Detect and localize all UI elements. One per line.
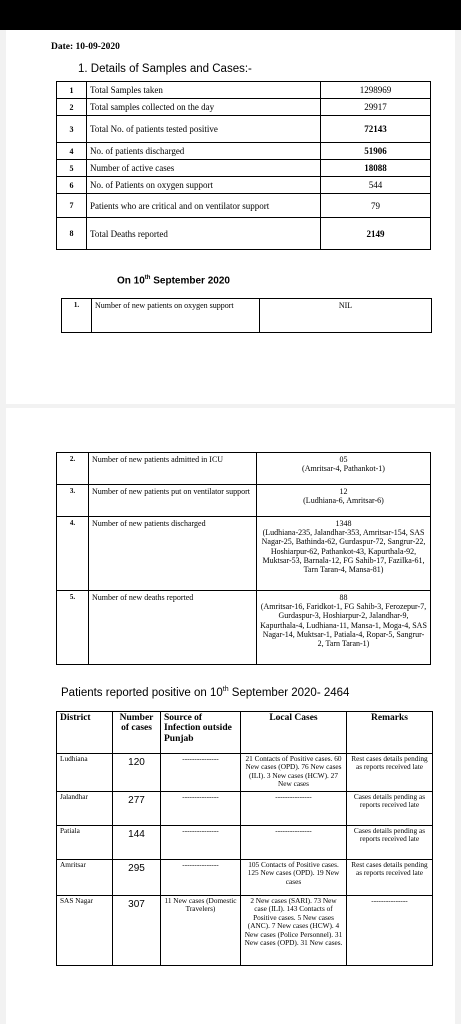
table-row xyxy=(57,896,433,966)
row-label: Total Deaths reported xyxy=(87,218,321,250)
case-count: 144 xyxy=(113,826,161,860)
table-header-row xyxy=(57,712,433,754)
row-number: 6 xyxy=(57,177,87,194)
case-count: 120 xyxy=(113,754,161,792)
document-page-1 xyxy=(6,30,455,404)
section-title-samples: 1. Details of Samples and Cases:- xyxy=(78,63,252,75)
column-header-remarks: Remarks xyxy=(347,712,433,754)
row-value: 72143 xyxy=(321,116,431,143)
row-label: Number of new patients on oxygen support xyxy=(92,299,260,333)
table-row xyxy=(57,99,431,116)
row-number: 2. xyxy=(57,453,89,485)
column-header-district: District xyxy=(57,712,113,754)
row-number: 2 xyxy=(57,99,87,116)
district-cases-table xyxy=(56,711,433,966)
remarks: Rest cases details pending as reports received late xyxy=(347,860,433,896)
row-value: NIL xyxy=(260,299,432,333)
local-cases: 2 New cases (SARI). 73 New case (ILI). 143 Contacts of Positive cases. 5 New cases (ANC). 7 New cases (HCW). 4 New cases (Police Personnel). 31 New cases (OPD). 31 New cases. xyxy=(241,896,347,966)
row-label: Number of new patients admitted in ICU xyxy=(89,453,257,485)
row-label: Number of new patients put on ventilator support xyxy=(89,485,257,517)
row-label: Total No. of patients tested positive xyxy=(87,116,321,143)
row-value: 544 xyxy=(321,177,431,194)
infection-source: --------------- xyxy=(161,826,241,860)
heading-text: September 2020- 2464 xyxy=(228,686,350,699)
infection-source: --------------- xyxy=(161,792,241,826)
table-row xyxy=(57,160,431,177)
heading-superscript: th xyxy=(222,686,229,693)
case-count: 277 xyxy=(113,792,161,826)
district-name: SAS Nagar xyxy=(57,896,113,966)
district-name: Amritsar xyxy=(57,860,113,896)
table-row xyxy=(57,754,433,792)
row-value: 1298969 xyxy=(321,82,431,99)
top-black-bar xyxy=(0,0,461,30)
row-value: 79 xyxy=(321,194,431,218)
document-page-2 xyxy=(6,408,455,1024)
table-row xyxy=(57,453,431,485)
row-number: 4. xyxy=(57,517,89,591)
row-label: Patients who are critical and on ventilator support xyxy=(87,194,321,218)
report-date: Date: 10-09-2020 xyxy=(51,42,120,52)
row-value: 05 (Amritsar-4, Pathankot-1) xyxy=(257,453,431,485)
row-label: Number of new deaths reported xyxy=(89,591,257,665)
remarks: Cases details pending as reports received late xyxy=(347,792,433,826)
row-value: 18088 xyxy=(321,160,431,177)
samples-cases-table xyxy=(56,81,431,250)
row-number: 5 xyxy=(57,160,87,177)
local-cases: --------------- xyxy=(241,792,347,826)
row-number: 1. xyxy=(62,299,92,333)
row-value: 2149 xyxy=(321,218,431,250)
district-name: Jalandhar xyxy=(57,792,113,826)
table-row xyxy=(57,116,431,143)
heading-text: September 2020 xyxy=(150,275,230,287)
heading-text: On 10 xyxy=(117,275,145,287)
table-row xyxy=(57,591,431,665)
on-date-heading xyxy=(117,275,230,286)
row-number: 5. xyxy=(57,591,89,665)
case-count: 307 xyxy=(113,896,161,966)
row-value: 88 (Amritsar-16, Faridkot-1, FG Sahib-3, Ferozepur-7, Gurdaspur-3, Hoshiarpur-2, Jalandhar-9, Kapurthala-4, Ludhiana-11, Mansa-1, Moga-4, SAS Nagar-14, Muktsar-1, Patiala-4, Ropar-5, Sangrur-2, Tarn Taran-1) xyxy=(257,591,431,665)
remarks: Rest cases details pending as reports received late xyxy=(347,754,433,792)
remarks: Cases details pending as reports received late xyxy=(347,826,433,860)
heading-text: Patients reported positive on 10 xyxy=(61,686,223,699)
daily-update-table-part1 xyxy=(61,298,432,333)
local-cases: 105 Contacts of Positive cases. 125 New cases (OPD). 19 New cases xyxy=(241,860,347,896)
table-row xyxy=(57,177,431,194)
case-count: 295 xyxy=(113,860,161,896)
row-label: No. of Patients on oxygen support xyxy=(87,177,321,194)
table-row xyxy=(57,82,431,99)
column-header-source: Source of Infection outside Punjab xyxy=(161,712,241,754)
row-label: Number of active cases xyxy=(87,160,321,177)
row-value: 29917 xyxy=(321,99,431,116)
infection-source: 11 New cases (Domestic Travelers) xyxy=(161,896,241,966)
local-cases: 21 Contacts of Positive cases. 60 New cases (OPD). 76 New cases (ILI). 3 New cases (HCW). 27 New cases xyxy=(241,754,347,792)
table-row xyxy=(57,194,431,218)
infection-source: --------------- xyxy=(161,860,241,896)
district-name: Ludhiana xyxy=(57,754,113,792)
table-row xyxy=(57,517,431,591)
remarks: --------------- xyxy=(347,896,433,966)
table-row xyxy=(57,792,433,826)
row-number: 4 xyxy=(57,143,87,160)
daily-update-table-part2 xyxy=(56,452,431,665)
table-row xyxy=(57,826,433,860)
row-number: 8 xyxy=(57,218,87,250)
table-row xyxy=(57,218,431,250)
table-row xyxy=(57,143,431,160)
table-row xyxy=(57,860,433,896)
row-label: Number of new patients discharged xyxy=(89,517,257,591)
table-row xyxy=(57,485,431,517)
row-number: 3 xyxy=(57,116,87,143)
district-name: Patiala xyxy=(57,826,113,860)
row-value: 1348 (Ludhiana-235, Jalandhar-353, Amritsar-154, SAS Nagar-25, Bathinda-62, Gurdaspur-72, Sangrur-22, Hoshiarpur-62, Pathankot-43, Kapurthala-92, Muktsar-53, Barnala-12, FG Sahib-17, Fazilka-61, Tarn Taran-4, Mansa-81) xyxy=(257,517,431,591)
column-header-local: Local Cases xyxy=(241,712,347,754)
row-value: 12 (Ludhiana-6, Amritsar-6) xyxy=(257,485,431,517)
positive-cases-heading xyxy=(61,686,349,699)
row-number: 1 xyxy=(57,82,87,99)
row-label: No. of patients discharged xyxy=(87,143,321,160)
local-cases: --------------- xyxy=(241,826,347,860)
column-header-cases: Number of cases xyxy=(113,712,161,754)
infection-source: --------------- xyxy=(161,754,241,792)
row-number: 7 xyxy=(57,194,87,218)
table-row xyxy=(62,299,432,333)
row-label: Total samples collected on the day xyxy=(87,99,321,116)
row-value: 51906 xyxy=(321,143,431,160)
heading-superscript: th xyxy=(144,275,151,281)
row-number: 3. xyxy=(57,485,89,517)
row-label: Total Samples taken xyxy=(87,82,321,99)
